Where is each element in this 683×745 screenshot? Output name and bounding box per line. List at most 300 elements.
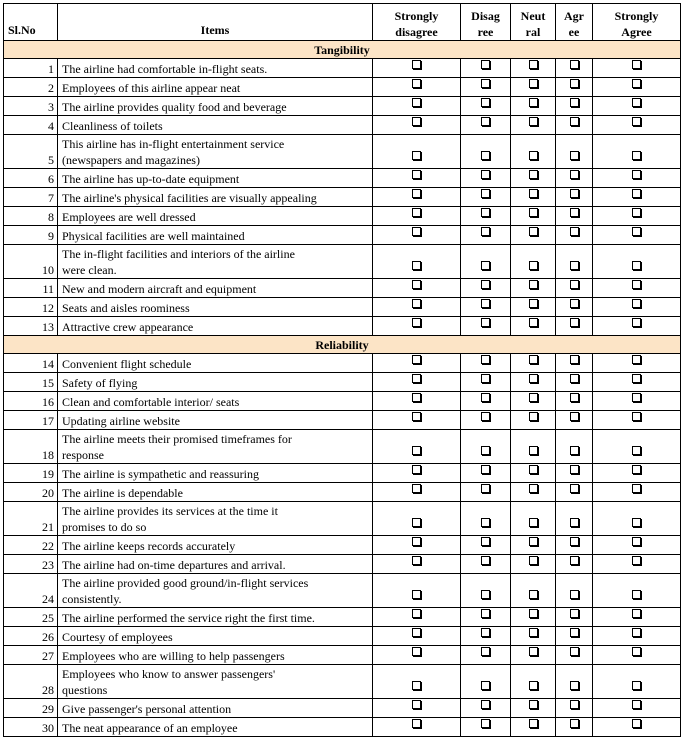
checkbox-icon[interactable]: [570, 465, 579, 474]
checkbox-icon[interactable]: [481, 151, 490, 160]
item-text-line: The in-flight facilities and interiors of the airline: [62, 247, 295, 261]
checkbox-icon[interactable]: [529, 189, 538, 198]
rating-cell: [373, 411, 461, 430]
rating-cell: [511, 298, 556, 317]
checkbox-icon[interactable]: [632, 700, 641, 709]
checkbox-icon[interactable]: [529, 647, 538, 656]
rating-cell: [373, 646, 461, 665]
row-number: 26: [4, 627, 58, 646]
checkbox-icon[interactable]: [412, 647, 421, 656]
rating-cell: [511, 245, 556, 279]
checkbox-icon[interactable]: [481, 208, 490, 217]
rating-cell: [511, 207, 556, 226]
checkbox-icon[interactable]: [412, 189, 421, 198]
table-row: [4, 59, 681, 78]
item-text: [58, 78, 373, 97]
rating-cell: [373, 574, 461, 608]
checkbox-icon[interactable]: [481, 355, 490, 364]
checkbox-icon[interactable]: [632, 719, 641, 728]
checkbox-icon[interactable]: [481, 79, 490, 88]
checkbox-icon[interactable]: [570, 374, 579, 383]
checkbox-icon[interactable]: [570, 681, 579, 690]
rating-cell: [373, 226, 461, 245]
checkbox-icon[interactable]: [412, 98, 421, 107]
rating-cell: [461, 354, 511, 373]
rating-cell: [511, 718, 556, 737]
table-row: [4, 392, 681, 411]
rating-cell: [556, 483, 593, 502]
table-row: [4, 135, 681, 169]
checkbox-icon[interactable]: [412, 79, 421, 88]
checkbox-icon[interactable]: [632, 170, 641, 179]
checkbox-icon[interactable]: [481, 647, 490, 656]
rating-cell: [593, 718, 681, 737]
checkbox-icon[interactable]: [632, 117, 641, 126]
table-row: [4, 411, 681, 430]
checkbox-icon[interactable]: [570, 412, 579, 421]
rating-cell: [593, 279, 681, 298]
item-text: [58, 483, 373, 502]
rating-cell: [461, 116, 511, 135]
rating-cell: [373, 354, 461, 373]
rating-cell: [373, 135, 461, 169]
rating-cell: [373, 169, 461, 188]
rating-cell: [373, 279, 461, 298]
checkbox-icon[interactable]: [412, 170, 421, 179]
checkbox-icon[interactable]: [481, 227, 490, 236]
checkbox-icon[interactable]: [412, 681, 421, 690]
checkbox-icon[interactable]: [481, 318, 490, 327]
rating-cell: [556, 665, 593, 699]
checkbox-icon[interactable]: [529, 628, 538, 637]
checkbox-icon[interactable]: [570, 170, 579, 179]
rating-cell: [511, 627, 556, 646]
rating-cell: [556, 298, 593, 317]
checkbox-icon[interactable]: [529, 79, 538, 88]
checkbox-icon[interactable]: [412, 556, 421, 565]
table-row: [4, 483, 681, 502]
rating-cell: [373, 483, 461, 502]
checkbox-icon[interactable]: [570, 299, 579, 308]
checkbox-icon[interactable]: [632, 518, 641, 527]
table-row: [4, 354, 681, 373]
row-number: 19: [4, 464, 58, 483]
rating-cell: [511, 317, 556, 336]
item-text-line: This airline has in-flight entertainment service: [62, 137, 285, 151]
checkbox-icon[interactable]: [481, 628, 490, 637]
rating-cell: [556, 226, 593, 245]
checkbox-icon[interactable]: [632, 261, 641, 270]
checkbox-icon[interactable]: [412, 609, 421, 618]
checkbox-icon[interactable]: [412, 484, 421, 493]
rating-cell: [556, 536, 593, 555]
checkbox-icon[interactable]: [570, 484, 579, 493]
checkbox-icon[interactable]: [570, 537, 579, 546]
checkbox-icon[interactable]: [412, 446, 421, 455]
checkbox-icon[interactable]: [481, 590, 490, 599]
rating-cell: [593, 207, 681, 226]
checkbox-icon[interactable]: [529, 227, 538, 236]
checkbox-icon[interactable]: [570, 393, 579, 402]
item-text: [58, 354, 373, 373]
checkbox-icon[interactable]: [529, 484, 538, 493]
rating-cell: [373, 555, 461, 574]
item-text-line: The airline had comfortable in-flight seats.: [62, 62, 268, 76]
checkbox-icon[interactable]: [529, 299, 538, 308]
checkbox-icon[interactable]: [570, 590, 579, 599]
checkbox-icon[interactable]: [570, 151, 579, 160]
checkbox-icon[interactable]: [412, 518, 421, 527]
checkbox-icon[interactable]: [632, 355, 641, 364]
checkbox-icon[interactable]: [632, 628, 641, 637]
checkbox-icon[interactable]: [412, 60, 421, 69]
rating-cell: [556, 245, 593, 279]
rating-cell: [593, 116, 681, 135]
rating-cell: [556, 135, 593, 169]
checkbox-icon[interactable]: [632, 318, 641, 327]
checkbox-icon[interactable]: [481, 609, 490, 618]
item-text: [58, 279, 373, 298]
checkbox-icon[interactable]: [632, 208, 641, 217]
checkbox-icon[interactable]: [481, 280, 490, 289]
item-text-line: Employees who know to answer passengers': [62, 667, 276, 681]
rating-cell: [511, 555, 556, 574]
checkbox-icon[interactable]: [570, 556, 579, 565]
item-text-line: questions: [62, 683, 108, 697]
checkbox-icon[interactable]: [529, 556, 538, 565]
checkbox-icon[interactable]: [412, 208, 421, 217]
item-text-line: consistently.: [62, 592, 122, 606]
rating-cell: [373, 59, 461, 78]
checkbox-icon[interactable]: [481, 393, 490, 402]
item-text: [58, 718, 373, 737]
rating-cell: [556, 627, 593, 646]
checkbox-icon[interactable]: [570, 280, 579, 289]
rating-cell: [556, 373, 593, 392]
row-number: 25: [4, 608, 58, 627]
checkbox-icon[interactable]: [570, 79, 579, 88]
checkbox-icon[interactable]: [412, 412, 421, 421]
row-number: 20: [4, 483, 58, 502]
item-text: [58, 627, 373, 646]
rating-cell: [556, 464, 593, 483]
items-header: Items: [58, 4, 373, 41]
checkbox-icon[interactable]: [632, 609, 641, 618]
table-row: [4, 279, 681, 298]
checkbox-icon[interactable]: [412, 465, 421, 474]
checkbox-icon[interactable]: [632, 393, 641, 402]
table-row: [4, 718, 681, 737]
rating-cell: [461, 226, 511, 245]
checkbox-icon[interactable]: [632, 647, 641, 656]
checkbox-icon[interactable]: [632, 590, 641, 599]
rating-cell: [461, 699, 511, 718]
checkbox-icon[interactable]: [570, 98, 579, 107]
checkbox-icon[interactable]: [529, 412, 538, 421]
rating-cell: [556, 317, 593, 336]
checkbox-icon[interactable]: [481, 556, 490, 565]
checkbox-icon[interactable]: [570, 227, 579, 236]
item-text: [58, 608, 373, 627]
row-number: 1: [4, 59, 58, 78]
checkbox-icon[interactable]: [570, 446, 579, 455]
row-number: 9: [4, 226, 58, 245]
checkbox-icon[interactable]: [529, 60, 538, 69]
checkbox-icon[interactable]: [570, 189, 579, 198]
checkbox-icon[interactable]: [570, 628, 579, 637]
rating-cell: [593, 135, 681, 169]
checkbox-icon[interactable]: [529, 117, 538, 126]
checkbox-icon[interactable]: [570, 355, 579, 364]
checkbox-icon[interactable]: [529, 374, 538, 383]
item-text-line: Employees are well dressed: [62, 210, 196, 224]
table-row: [4, 169, 681, 188]
rating-cell: [461, 135, 511, 169]
row-number: 30: [4, 718, 58, 737]
checkbox-icon[interactable]: [632, 60, 641, 69]
checkbox-icon[interactable]: [412, 227, 421, 236]
rating-cell: [373, 207, 461, 226]
rating-cell: [373, 373, 461, 392]
rating-cell: [511, 699, 556, 718]
table-row: [4, 207, 681, 226]
checkbox-icon[interactable]: [481, 189, 490, 198]
checkbox-icon[interactable]: [481, 117, 490, 126]
checkbox-icon[interactable]: [570, 60, 579, 69]
rating-cell: [593, 97, 681, 116]
checkbox-icon[interactable]: [481, 299, 490, 308]
checkbox-icon[interactable]: [632, 681, 641, 690]
checkbox-icon[interactable]: [529, 318, 538, 327]
checkbox-icon[interactable]: [570, 719, 579, 728]
checkbox-icon[interactable]: [481, 60, 490, 69]
checkbox-icon[interactable]: [529, 393, 538, 402]
rating-cell: [593, 354, 681, 373]
checkbox-icon[interactable]: [529, 681, 538, 690]
rating-cell: [593, 555, 681, 574]
checkbox-icon[interactable]: [529, 465, 538, 474]
checkbox-icon[interactable]: [529, 355, 538, 364]
checkbox-icon[interactable]: [412, 628, 421, 637]
rating-cell: [461, 207, 511, 226]
checkbox-icon[interactable]: [570, 208, 579, 217]
scale-header-strongly-disagree: Strongly disagree: [373, 4, 461, 41]
checkbox-icon[interactable]: [632, 537, 641, 546]
item-text-line: The airline provides its services at the time it: [62, 504, 278, 518]
checkbox-icon[interactable]: [529, 208, 538, 217]
table-row: [4, 116, 681, 135]
checkbox-icon[interactable]: [570, 117, 579, 126]
rating-cell: [461, 169, 511, 188]
checkbox-icon[interactable]: [481, 412, 490, 421]
checkbox-icon[interactable]: [632, 98, 641, 107]
item-text: [58, 574, 373, 608]
item-text: [58, 207, 373, 226]
checkbox-icon[interactable]: [632, 280, 641, 289]
checkbox-icon[interactable]: [529, 609, 538, 618]
checkbox-icon[interactable]: [481, 374, 490, 383]
rating-cell: [373, 245, 461, 279]
checkbox-icon[interactable]: [412, 117, 421, 126]
checkbox-icon[interactable]: [412, 374, 421, 383]
checkbox-icon[interactable]: [412, 393, 421, 402]
rating-cell: [593, 411, 681, 430]
checkbox-icon[interactable]: [481, 537, 490, 546]
checkbox-icon[interactable]: [632, 227, 641, 236]
checkbox-icon[interactable]: [529, 719, 538, 728]
rating-cell: [511, 188, 556, 207]
rating-cell: [556, 279, 593, 298]
row-number: 16: [4, 392, 58, 411]
checkbox-icon[interactable]: [481, 719, 490, 728]
checkbox-icon[interactable]: [481, 681, 490, 690]
item-text-line: The airline provides quality food and beverage: [62, 100, 287, 114]
checkbox-icon[interactable]: [481, 465, 490, 474]
item-text-line: promises to do so: [62, 520, 147, 534]
checkbox-icon[interactable]: [412, 151, 421, 160]
rating-cell: [556, 392, 593, 411]
checkbox-icon[interactable]: [412, 719, 421, 728]
item-text-line: The airline has up-to-date equipment: [62, 172, 240, 186]
item-text-line: The neat appearance of an employee: [62, 721, 238, 735]
rating-cell: [593, 574, 681, 608]
item-text-line: The airline meets their promised timeframes for: [62, 432, 292, 446]
checkbox-icon[interactable]: [570, 261, 579, 270]
rating-cell: [556, 188, 593, 207]
checkbox-icon[interactable]: [632, 374, 641, 383]
rating-cell: [461, 279, 511, 298]
row-number: 8: [4, 207, 58, 226]
row-number: 4: [4, 116, 58, 135]
checkbox-icon[interactable]: [529, 170, 538, 179]
checkbox-icon[interactable]: [481, 98, 490, 107]
table-row: [4, 317, 681, 336]
rating-cell: [461, 665, 511, 699]
item-text-line: Employees of this airline appear neat: [62, 81, 241, 95]
checkbox-icon[interactable]: [412, 537, 421, 546]
row-number: 3: [4, 97, 58, 116]
checkbox-icon[interactable]: [632, 484, 641, 493]
item-text-line: (newspapers and magazines): [62, 153, 200, 167]
item-text-line: Employees who are willing to help passengers: [62, 649, 285, 663]
checkbox-icon[interactable]: [632, 446, 641, 455]
rating-cell: [511, 536, 556, 555]
row-number: 22: [4, 536, 58, 555]
checkbox-icon[interactable]: [412, 280, 421, 289]
checkbox-icon[interactable]: [632, 465, 641, 474]
rating-cell: [373, 536, 461, 555]
rating-cell: [556, 59, 593, 78]
checkbox-icon[interactable]: [481, 170, 490, 179]
rating-cell: [461, 392, 511, 411]
rating-cell: [593, 373, 681, 392]
rating-cell: [373, 430, 461, 464]
item-text: [58, 188, 373, 207]
section-title: Reliability: [4, 336, 681, 354]
rating-cell: [511, 116, 556, 135]
rating-cell: [556, 430, 593, 464]
item-text: [58, 59, 373, 78]
table-row: [4, 464, 681, 483]
rating-cell: [461, 627, 511, 646]
item-text: [58, 646, 373, 665]
checkbox-icon[interactable]: [529, 446, 538, 455]
checkbox-icon[interactable]: [529, 590, 538, 599]
checkbox-icon[interactable]: [529, 98, 538, 107]
item-text: [58, 97, 373, 116]
rating-cell: [556, 502, 593, 536]
checkbox-icon[interactable]: [632, 556, 641, 565]
rating-cell: [461, 646, 511, 665]
checkbox-icon[interactable]: [570, 318, 579, 327]
table-row: [4, 627, 681, 646]
checkbox-icon[interactable]: [570, 647, 579, 656]
rating-cell: [593, 59, 681, 78]
rating-cell: [511, 574, 556, 608]
rating-cell: [556, 608, 593, 627]
item-text: [58, 411, 373, 430]
table-row: [4, 574, 681, 608]
rating-cell: [461, 555, 511, 574]
rating-cell: [556, 646, 593, 665]
row-number: 21: [4, 502, 58, 536]
checkbox-icon[interactable]: [632, 189, 641, 198]
checkbox-icon[interactable]: [529, 280, 538, 289]
checkbox-icon[interactable]: [412, 299, 421, 308]
item-text: [58, 536, 373, 555]
table-row: [4, 608, 681, 627]
row-number: 24: [4, 574, 58, 608]
checkbox-icon[interactable]: [570, 700, 579, 709]
checkbox-icon[interactable]: [632, 299, 641, 308]
rating-cell: [461, 483, 511, 502]
checkbox-icon[interactable]: [412, 318, 421, 327]
checkbox-icon[interactable]: [481, 518, 490, 527]
checkbox-icon[interactable]: [632, 79, 641, 88]
checkbox-icon[interactable]: [570, 609, 579, 618]
checkbox-icon[interactable]: [529, 261, 538, 270]
checkbox-icon[interactable]: [412, 261, 421, 270]
item-text-line: Clean and comfortable interior/ seats: [62, 395, 240, 409]
rating-cell: [511, 279, 556, 298]
row-number: 29: [4, 699, 58, 718]
checkbox-icon[interactable]: [529, 518, 538, 527]
rating-cell: [511, 135, 556, 169]
rating-cell: [511, 646, 556, 665]
checkbox-icon[interactable]: [529, 700, 538, 709]
checkbox-icon[interactable]: [412, 590, 421, 599]
checkbox-icon[interactable]: [481, 446, 490, 455]
checkbox-icon[interactable]: [412, 355, 421, 364]
checkbox-icon[interactable]: [481, 261, 490, 270]
item-text-line: Seats and aisles roominess: [62, 301, 190, 315]
checkbox-icon[interactable]: [481, 700, 490, 709]
item-text-line: Updating airline website: [62, 414, 180, 428]
rating-cell: [461, 317, 511, 336]
item-text: [58, 555, 373, 574]
checkbox-icon[interactable]: [481, 484, 490, 493]
item-text: [58, 245, 373, 279]
checkbox-icon[interactable]: [529, 537, 538, 546]
rating-cell: [556, 718, 593, 737]
checkbox-icon[interactable]: [529, 151, 538, 160]
checkbox-icon[interactable]: [412, 700, 421, 709]
row-number: 2: [4, 78, 58, 97]
rating-cell: [593, 298, 681, 317]
checkbox-icon[interactable]: [632, 151, 641, 160]
checkbox-icon[interactable]: [632, 412, 641, 421]
checkbox-icon[interactable]: [570, 518, 579, 527]
